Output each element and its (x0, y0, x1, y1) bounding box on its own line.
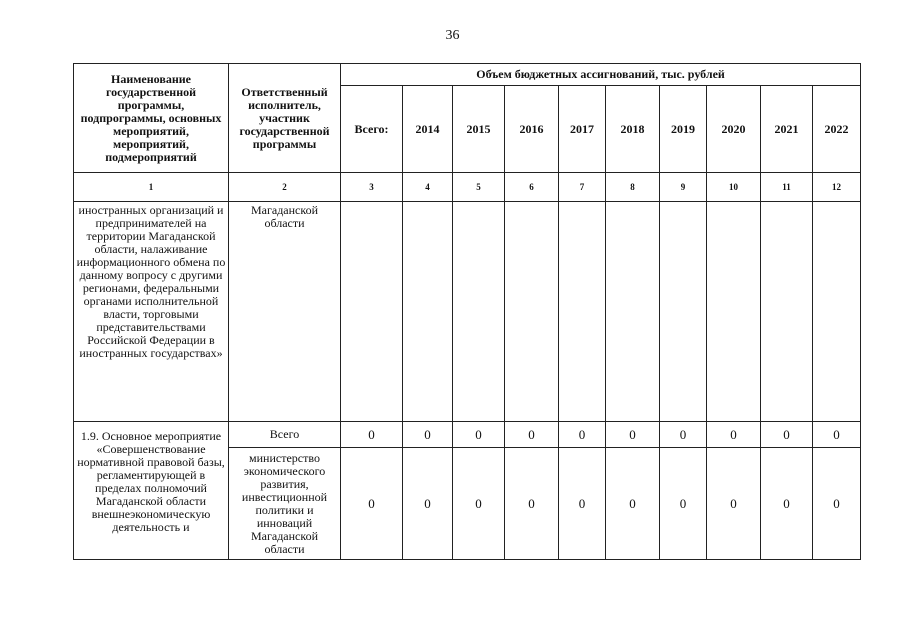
header-year-2022: 2022 (813, 86, 861, 173)
header-year-2017: 2017 (559, 86, 606, 173)
column-number-row (74, 173, 861, 202)
header-budget-group: Объем бюджетных ассигнований, тыс. рублей (341, 64, 861, 86)
column-number: 8 (606, 173, 660, 202)
value-cell: 0 (403, 422, 453, 448)
value-cell: 0 (453, 448, 505, 560)
column-number: 9 (660, 173, 707, 202)
value-cell: 0 (813, 448, 861, 560)
header-year-2016: 2016 (505, 86, 559, 173)
column-number: 4 (403, 173, 453, 202)
value-cell: 0 (559, 448, 606, 560)
value-cell: 0 (761, 448, 813, 560)
value-cell: 0 (403, 448, 453, 560)
value-cell: 0 (707, 422, 761, 448)
header-program-name: Наименование государственной программы, подпрограммы, основных мероприятий, мероприятий, подмероприятий (74, 64, 229, 173)
executor-cell: Всего (229, 422, 341, 448)
column-number: 3 (341, 173, 403, 202)
header-executor: Ответственный исполнитель, участник государственной программы (229, 64, 341, 173)
value-cell: 0 (660, 422, 707, 448)
page-number: 36 (445, 28, 460, 43)
header-year-2020: 2020 (707, 86, 761, 173)
header-year-2019: 2019 (660, 86, 707, 173)
executor-cell: Магаданской области (229, 202, 341, 422)
column-number: 7 (559, 173, 606, 202)
column-number: 5 (453, 173, 505, 202)
header-year-2014: 2014 (403, 86, 453, 173)
header-year-2018: 2018 (606, 86, 660, 173)
table-row (74, 422, 861, 448)
column-number: 11 (761, 173, 813, 202)
header-year-2015: 2015 (453, 86, 505, 173)
column-number: 12 (813, 173, 861, 202)
program-name-cell: 1.9. Основное мероприятие «Совершенствование нормативной правовой базы, регламентирующей в пределах полномочий Магаданской области внешнеэкономическую деятельность и (74, 422, 229, 560)
program-name-cell: иностранных организаций и предпринимателей на территории Магаданской области, налаживание информационного обмена по данному вопросу с другими регионами, федеральными органами исполнительной власти, торговыми представительствами Российской Федерации в иностранных государствах» (74, 202, 229, 422)
value-cell: 0 (341, 448, 403, 560)
value-cell: 0 (505, 422, 559, 448)
value-cell: 0 (559, 422, 606, 448)
column-number: 10 (707, 173, 761, 202)
value-cell: 0 (505, 448, 559, 560)
column-number: 2 (229, 173, 341, 202)
value-cell: 0 (453, 422, 505, 448)
value-cell: 0 (341, 422, 403, 448)
budget-allocation-table (73, 63, 861, 560)
value-cell: 0 (606, 422, 660, 448)
value-cell: 0 (761, 422, 813, 448)
value-cell: 0 (660, 448, 707, 560)
header-total: Всего: (341, 86, 403, 173)
header-year-2021: 2021 (761, 86, 813, 173)
table-row (74, 202, 861, 422)
column-number: 1 (74, 173, 229, 202)
value-cell: 0 (606, 448, 660, 560)
value-cell: 0 (707, 448, 761, 560)
value-cell: 0 (813, 422, 861, 448)
executor-cell: министерство экономического развития, инвестиционной политики и инноваций Магаданской области (229, 448, 341, 560)
column-number: 6 (505, 173, 559, 202)
